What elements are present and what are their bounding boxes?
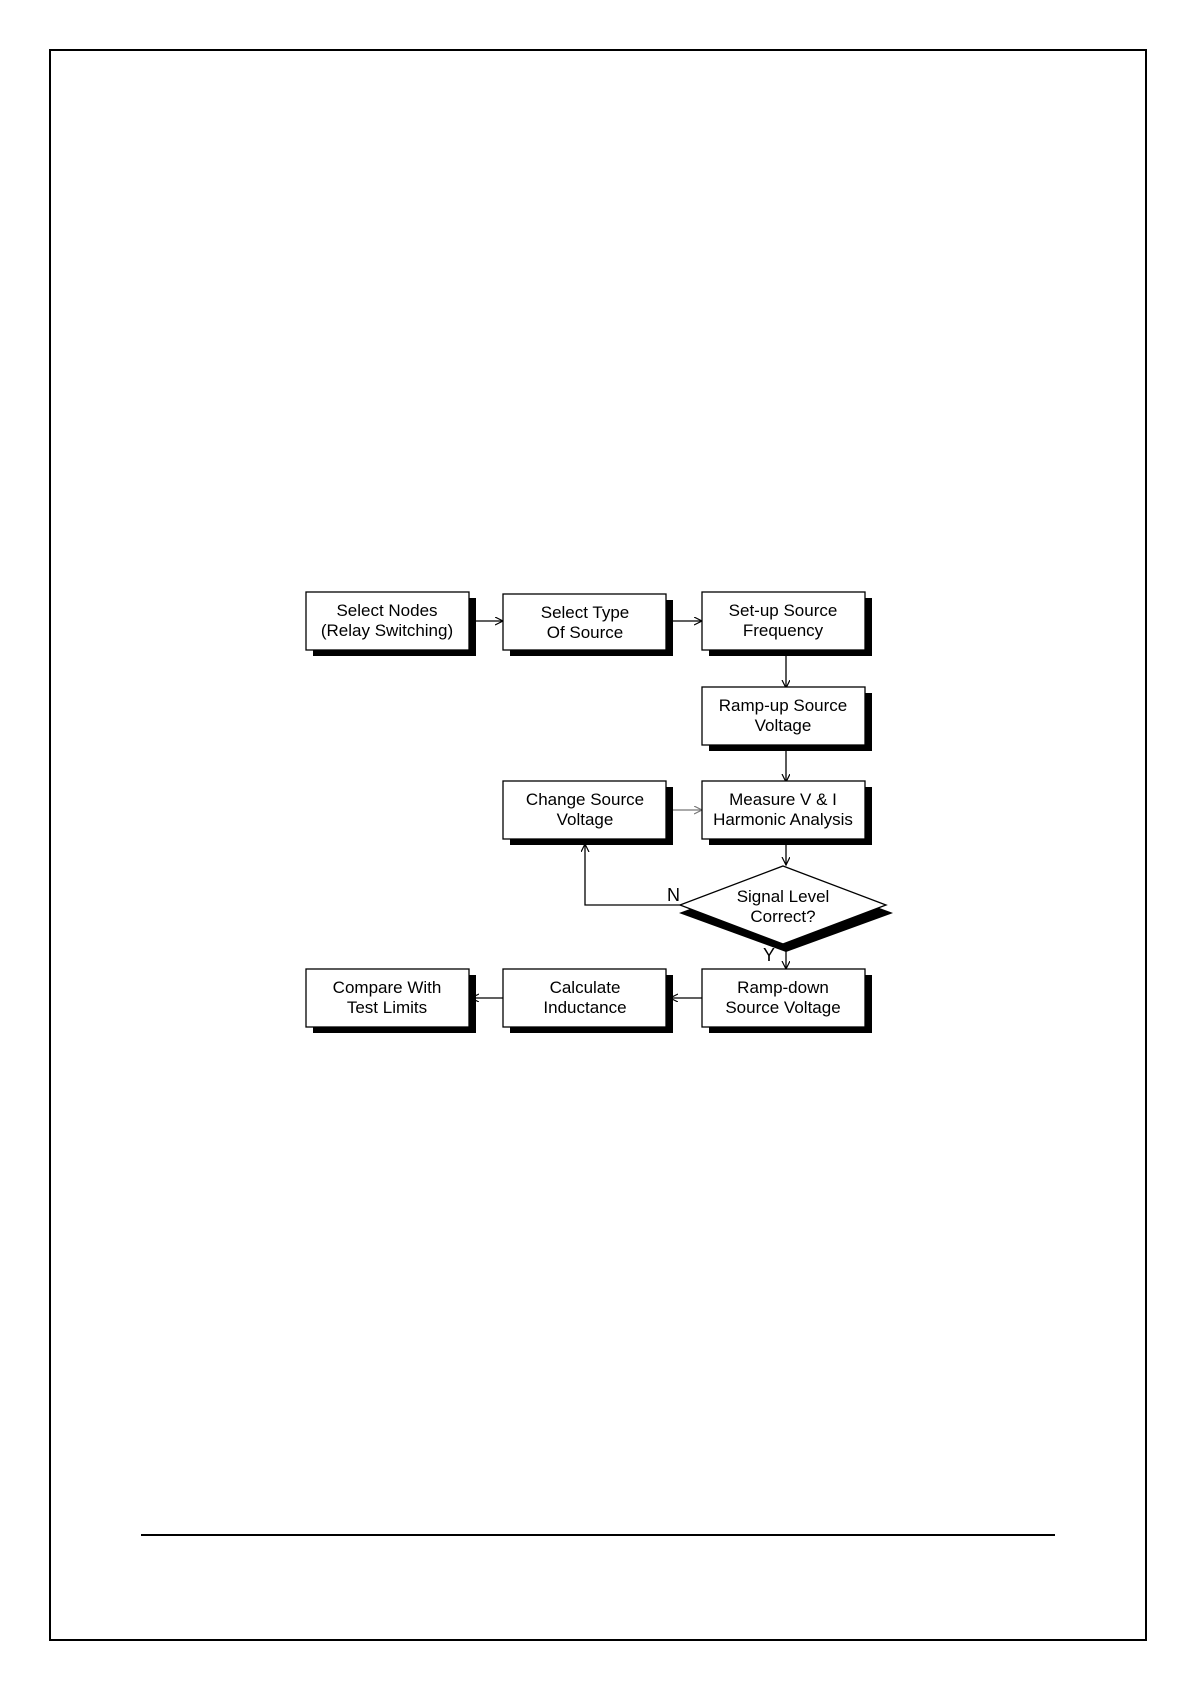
node-label-line2: Harmonic Analysis xyxy=(713,810,853,829)
node-measure xyxy=(702,781,872,845)
node-decision xyxy=(679,866,893,952)
node-calculate xyxy=(503,969,673,1033)
node-ramp-up xyxy=(702,687,872,751)
node-change-voltage xyxy=(503,781,673,845)
node-compare xyxy=(306,969,476,1033)
node-label-line2: Of Source xyxy=(546,623,624,642)
branch-label-no: N xyxy=(667,885,680,905)
node-label-line1: Select Type xyxy=(540,603,630,622)
node-ramp-down xyxy=(702,969,872,1033)
node-label-line2: Voltage xyxy=(556,810,614,829)
node-label-line1: Compare With xyxy=(332,978,442,997)
node-label-line1: Set-up Source xyxy=(728,601,838,620)
node-label-line2: (Relay Switching) xyxy=(320,621,454,640)
node-label-line2: Inductance xyxy=(543,998,627,1017)
node-label-line1: Select Nodes xyxy=(336,601,438,620)
node-label-line1: Calculate xyxy=(549,978,621,997)
node-label-line2: Frequency xyxy=(742,621,824,640)
node-label-line1: Change Source xyxy=(525,790,645,809)
decision-label-line2: Correct? xyxy=(750,907,816,926)
node-select-type xyxy=(503,594,673,656)
node-select-nodes xyxy=(306,592,476,656)
decision-label-line1: Signal Level xyxy=(736,887,830,906)
node-label-line2: Source Voltage xyxy=(725,998,841,1017)
node-label-line2: Voltage xyxy=(754,716,812,735)
node-label-line1: Measure V & I xyxy=(729,790,837,809)
node-label-line1: Ramp-down xyxy=(737,978,829,997)
node-label-line2: Test Limits xyxy=(346,998,428,1017)
branch-label-yes: Y xyxy=(763,945,776,965)
node-setup-frequency xyxy=(702,592,872,656)
node-label-line1: Ramp-up Source xyxy=(718,696,848,715)
